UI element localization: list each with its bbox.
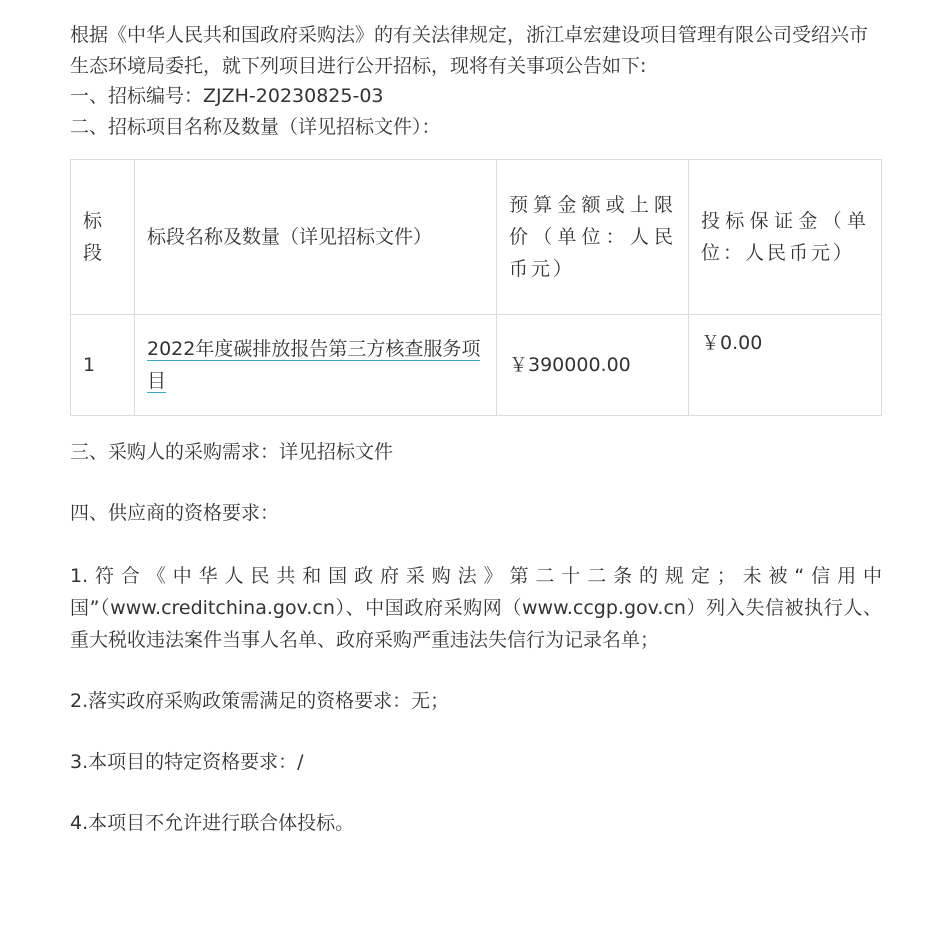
cell-deposit: ￥0.00 [689, 315, 882, 416]
table-header-row [71, 160, 882, 315]
section-qualification: 四、供应商的资格要求： [70, 502, 280, 524]
header-lot-name: 标段名称及数量（详见招标文件） [135, 160, 497, 315]
cell-lot-name[interactable] [135, 315, 497, 416]
requirement-4: 4.本项目不允许进行联合体投标。 [70, 812, 355, 834]
header-budget: 预算金额或上限价（单位：人民币元） [497, 160, 689, 315]
section-purchase-requirement: 三、采购人的采购需求：详见招标文件 [70, 441, 394, 463]
cell-budget: ￥390000.00 [497, 315, 689, 416]
requirement-1: 1.符合《中华人民共和国政府采购法》第二十二条的规定；未被“信用中国”（www.creditchina.gov.cn）、中国政府采购网（www.ccgp.gov.cn）列入失信被执行人、重大税收违法案件当事人名单、政府采购严重违法失信行为记录名单； [70, 565, 882, 651]
requirement-2: 2.落实政府采购政策需满足的资格要求：无； [70, 690, 450, 712]
section-tender-number: 一、招标编号：ZJZH-20230825-03 [70, 85, 384, 107]
requirement-3: 3.本项目的特定资格要求：/ [70, 751, 304, 773]
table-row [71, 315, 882, 416]
bid-lots-table [70, 159, 882, 416]
intro-paragraph: 根据《中华人民共和国政府采购法》的有关法律规定，浙江卓宏建设项目管理有限公司受绍兴市生态环境局委托，就下列项目进行公开招标，现将有关事项公告如下: [70, 24, 869, 77]
header-lot: 标段 [71, 160, 135, 315]
cell-lot: 1 [71, 315, 135, 416]
lot-name-link[interactable]: 2022年度碳排放报告第三方核查服务项目 [147, 338, 481, 392]
header-deposit: 投标保证金（单位：人民币元） [689, 160, 882, 315]
section-project-name: 二、招标项目名称及数量（详见招标文件）： [70, 116, 441, 138]
